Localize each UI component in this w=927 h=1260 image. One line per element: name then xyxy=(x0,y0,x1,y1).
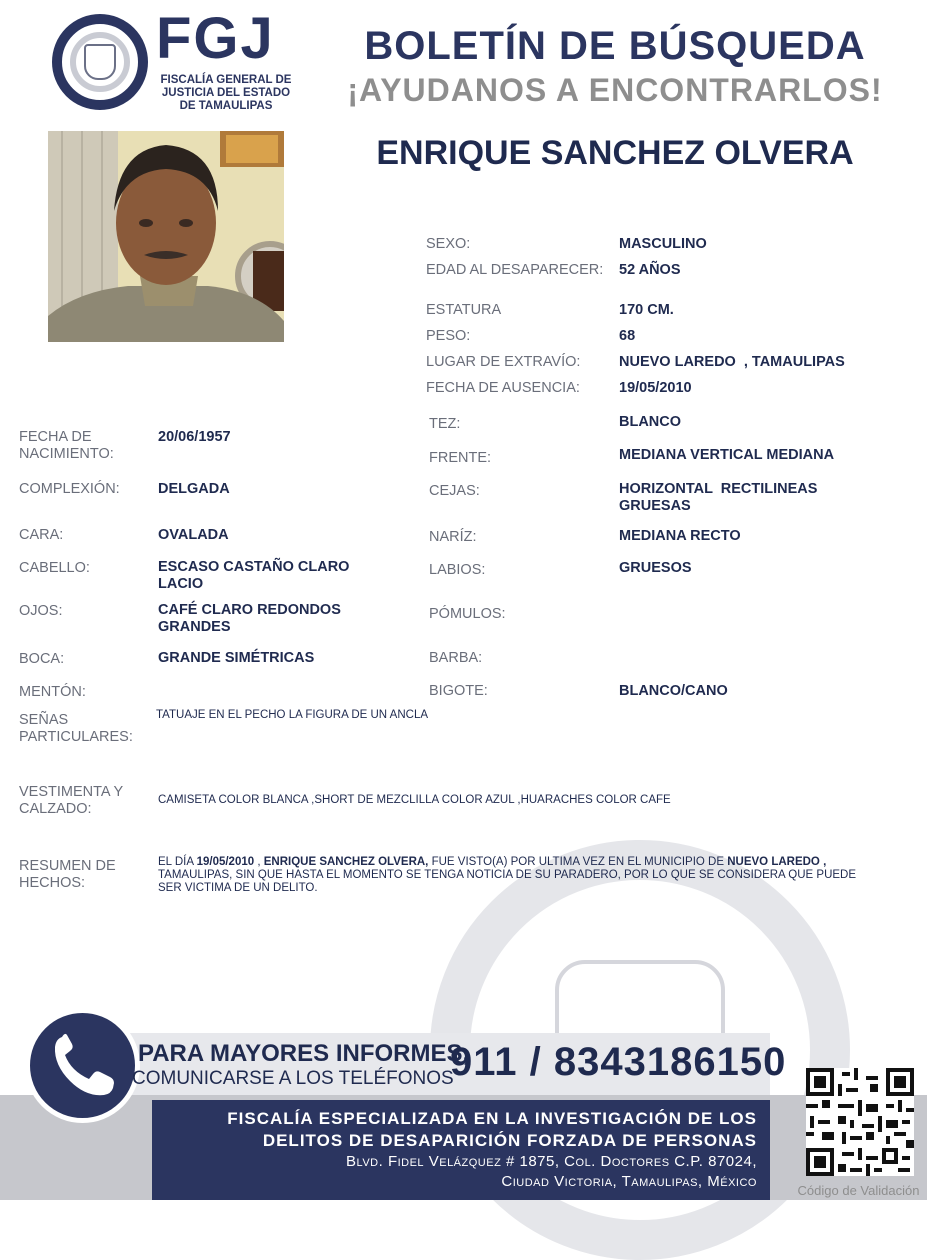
address-line1: Blvd. Fidel Velázquez # 1875, Col. Doctores C.P. 87024, xyxy=(346,1153,757,1170)
field-label-lugar: LUGAR DE EXTRAVÍO: xyxy=(426,354,581,370)
field-label-boca: BOCA: xyxy=(19,651,65,667)
field-label-nariz: NARÍZ: xyxy=(429,529,477,545)
field-value-cara: OVALADA xyxy=(158,527,229,543)
field-label-menton: MENTÓN: xyxy=(19,684,86,700)
field-label-ojos: OJOS: xyxy=(19,603,63,619)
fiscalia-name-line1: FISCALÍA ESPECIALIZADA EN LA INVESTIGACIÓN DE LOS xyxy=(227,1109,757,1128)
field-label-estatura: ESTATURA xyxy=(426,302,502,318)
field-label-bigote: BIGOTE: xyxy=(429,683,488,699)
field-value-fecha-nacimiento: 20/06/1957 xyxy=(158,429,231,445)
field-value-nariz: MEDIANA RECTO xyxy=(619,528,741,544)
fiscalia-name-line2: DELITOS DE DESAPARICIÓN FORZADA DE PERSONAS xyxy=(262,1131,757,1150)
field-label-fecha-nacimiento: FECHA DE NACIMIENTO: xyxy=(19,429,114,462)
field-value-bigote: BLANCO/CANO xyxy=(619,683,728,699)
phone-icon xyxy=(25,1008,140,1123)
contact-heading: PARA MAYORES INFORMES, xyxy=(138,1040,470,1067)
field-value-frente: MEDIANA VERTICAL MEDIANA xyxy=(619,447,835,463)
field-value-boca: GRANDE SIMÉTRICAS xyxy=(158,650,315,666)
address-line2: Ciudad Victoria, Tamaulipas, México xyxy=(501,1173,757,1190)
field-value-sexo: MASCULINO xyxy=(619,236,707,252)
field-value-labios: GRUESOS xyxy=(619,560,692,576)
contact-phone-numbers: 911 / 8343186150 xyxy=(450,1040,787,1084)
field-value-lugar: NUEVO LAREDO , TAMAULIPAS xyxy=(619,354,845,370)
field-value-tez: BLANCO xyxy=(619,414,682,430)
senas-value: TATUAJE EN EL PECHO LA FIGURA DE UN ANCLA xyxy=(156,709,429,721)
field-label-cabello: CABELLO: xyxy=(19,560,90,576)
vestimenta-value: CAMISETA COLOR BLANCA ,SHORT DE MEZCLILLA COLOR AZUL ,HUARACHES COLOR CAFE xyxy=(158,794,671,806)
contact-subheading: COMUNICARSE A LOS TELÉFONOS xyxy=(132,1068,454,1089)
senas-label: SEÑAS PARTICULARES: xyxy=(19,712,133,745)
field-label-labios: LABIOS: xyxy=(429,562,486,578)
field-value-complexion: DELGADA xyxy=(158,481,230,497)
person-photo xyxy=(48,131,284,342)
field-label-fecha-ausencia: FECHA DE AUSENCIA: xyxy=(426,380,580,396)
qr-code-label: Código de Validación xyxy=(797,1183,920,1198)
resumen-label: RESUMEN DE HECHOS: xyxy=(19,858,116,891)
vestimenta-label: VESTIMENTA Y CALZADO: xyxy=(19,784,123,817)
field-value-fecha-ausencia: 19/05/2010 xyxy=(619,380,692,396)
field-value-ojos: CAFÉ CLARO REDONDOS GRANDES xyxy=(158,602,341,635)
field-label-complexion: COMPLEXIÓN: xyxy=(19,481,120,497)
qr-code-icon[interactable] xyxy=(806,1068,914,1176)
field-value-cabello: ESCASO CASTAÑO CLARO LACIO xyxy=(158,559,350,592)
field-value-estatura: 170 CM. xyxy=(619,302,674,318)
field-label-sexo: SEXO: xyxy=(426,236,471,252)
field-label-frente: FRENTE: xyxy=(429,450,492,466)
field-label-edad: EDAD AL DESAPARECER: xyxy=(426,262,604,278)
field-value-edad: 52 AÑOS xyxy=(619,262,681,278)
field-label-tez: TEZ: xyxy=(429,416,461,432)
field-value-cejas: HORIZONTAL RECTILINEAS GRUESAS xyxy=(619,481,822,514)
fgj-logo-icon xyxy=(52,14,148,110)
person-name: ENRIQUE SANCHEZ OLVERA xyxy=(376,134,854,172)
field-value-peso: 68 xyxy=(619,328,636,344)
field-label-cejas: CEJAS: xyxy=(429,483,480,499)
org-acronym: FGJ xyxy=(156,6,275,71)
bulletin-subtitle: ¡AYUDANOS A ENCONTRARLOS! xyxy=(347,72,883,108)
bulletin-title: BOLETÍN DE BÚSQUEDA xyxy=(364,24,866,68)
field-label-barba: BARBA: xyxy=(429,650,483,666)
field-label-peso: PESO: xyxy=(426,328,471,344)
field-label-pomulos: PÓMULOS: xyxy=(429,606,506,622)
resumen-text: EL DÍA 19/05/2010 , ENRIQUE SANCHEZ OLVERA, FUE VISTO(A) POR ULTIMA VEZ EN EL MUNICIPIO DE NUEVO LAREDO , TAMAULIPAS, SIN QUE HASTA EL MOMENTO SE TENGA NOTICIA DE SU PARADERO, POR LO QUE SE CONSIDERA QUE PUEDE SER VICTIMA DE UN DELITO. xyxy=(158,856,857,894)
field-label-cara: CARA: xyxy=(19,527,64,543)
org-name: FISCALÍA GENERAL DE JUSTICIA DEL ESTADO DE TAMAULIPAS xyxy=(160,74,292,112)
